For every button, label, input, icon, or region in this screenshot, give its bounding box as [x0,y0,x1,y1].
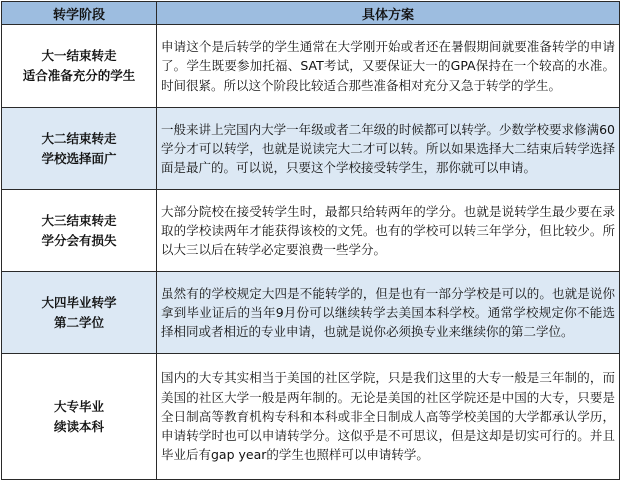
stage-subtitle: 第二学位 [53,314,104,330]
plan-cell: 虽然有的学校规定大四是不能转学的，但是也有一部分学校是可以的。也就是说你拿到毕业证后的当年9月份可以继续转学去美国本科学校。通常学校规定你不能选择相同或者相近的专业申请，也就是说你必须换专业来继续你的第二学位。 [157,272,620,354]
stage-subtitle: 学校选择面广 [41,150,117,166]
stage-title: 大三结束转走 [41,212,117,228]
stage-title: 大一结束转走 [41,48,117,63]
plan-cell: 申请这个是后转学的学生通常在大学刚开始或者还在暑假期间就要准备转学的申请了。学生既要参加托福、SAT考试，又要保证大一的GPA保持在一个较高的水准。时间很紧。所以这个阶段比较适合那些准备相对充分又急于转学的学生。 [157,25,620,108]
table-row [2,108,620,190]
stage-cell [2,190,157,272]
stage-cell [2,108,157,190]
header-plan: 具体方案 [157,2,620,25]
table-row [2,25,620,108]
table-header-row [2,2,620,25]
plan-cell: 国内的大专其实相当于美国的社区学院，只是我们这里的大专一般是三年制的，而美国的社区大学一般是两年制的。无论是美国的社区学院还是中国的大专，只要是全日制高等教育机构专科和本科或非全日制成人高等学校美国的大学都承认学历，申请转学时也可以申请转学分。这似乎是不可思议，但是这却是切实可行的。并且毕业后有gap year的学生也照样可以申请转学。 [157,354,620,480]
stage-title: 大四毕业转学 [41,294,117,310]
header-stage: 转学阶段 [2,2,157,25]
transfer-plan-table [1,1,620,480]
table-row [2,272,620,354]
stage-cell [2,25,157,108]
plan-cell: 大部分院校在接受转学生时，最都只给转两年的学分。也就是说转学生最少要在录取的学校读两年才能获得该校的文凭。也有的学校可以转三年学分，但比较少。所以大三以后在转学必定要浪费一些学分。 [157,190,620,272]
table-row [2,190,620,272]
stage-title: 大二结束转走 [41,130,117,146]
plan-cell: 一般来讲上完国内大学一年级或者二年级的时候都可以转学。少数学校要求修满60学分才可以转学，也就是说读完大二才可以转。所以如果选择大二结束后转学选择面是最广的。可以说，只要这个学校接受转学生，那你就可以申请。 [157,108,620,190]
stage-title: 大专毕业 [53,398,104,414]
stage-cell [2,272,157,354]
stage-subtitle: 适合准备充分的学生 [22,68,136,83]
stage-cell [2,354,157,480]
stage-subtitle: 学分会有损失 [41,232,117,248]
stage-subtitle: 续读本科 [53,418,104,434]
table-row [2,354,620,480]
